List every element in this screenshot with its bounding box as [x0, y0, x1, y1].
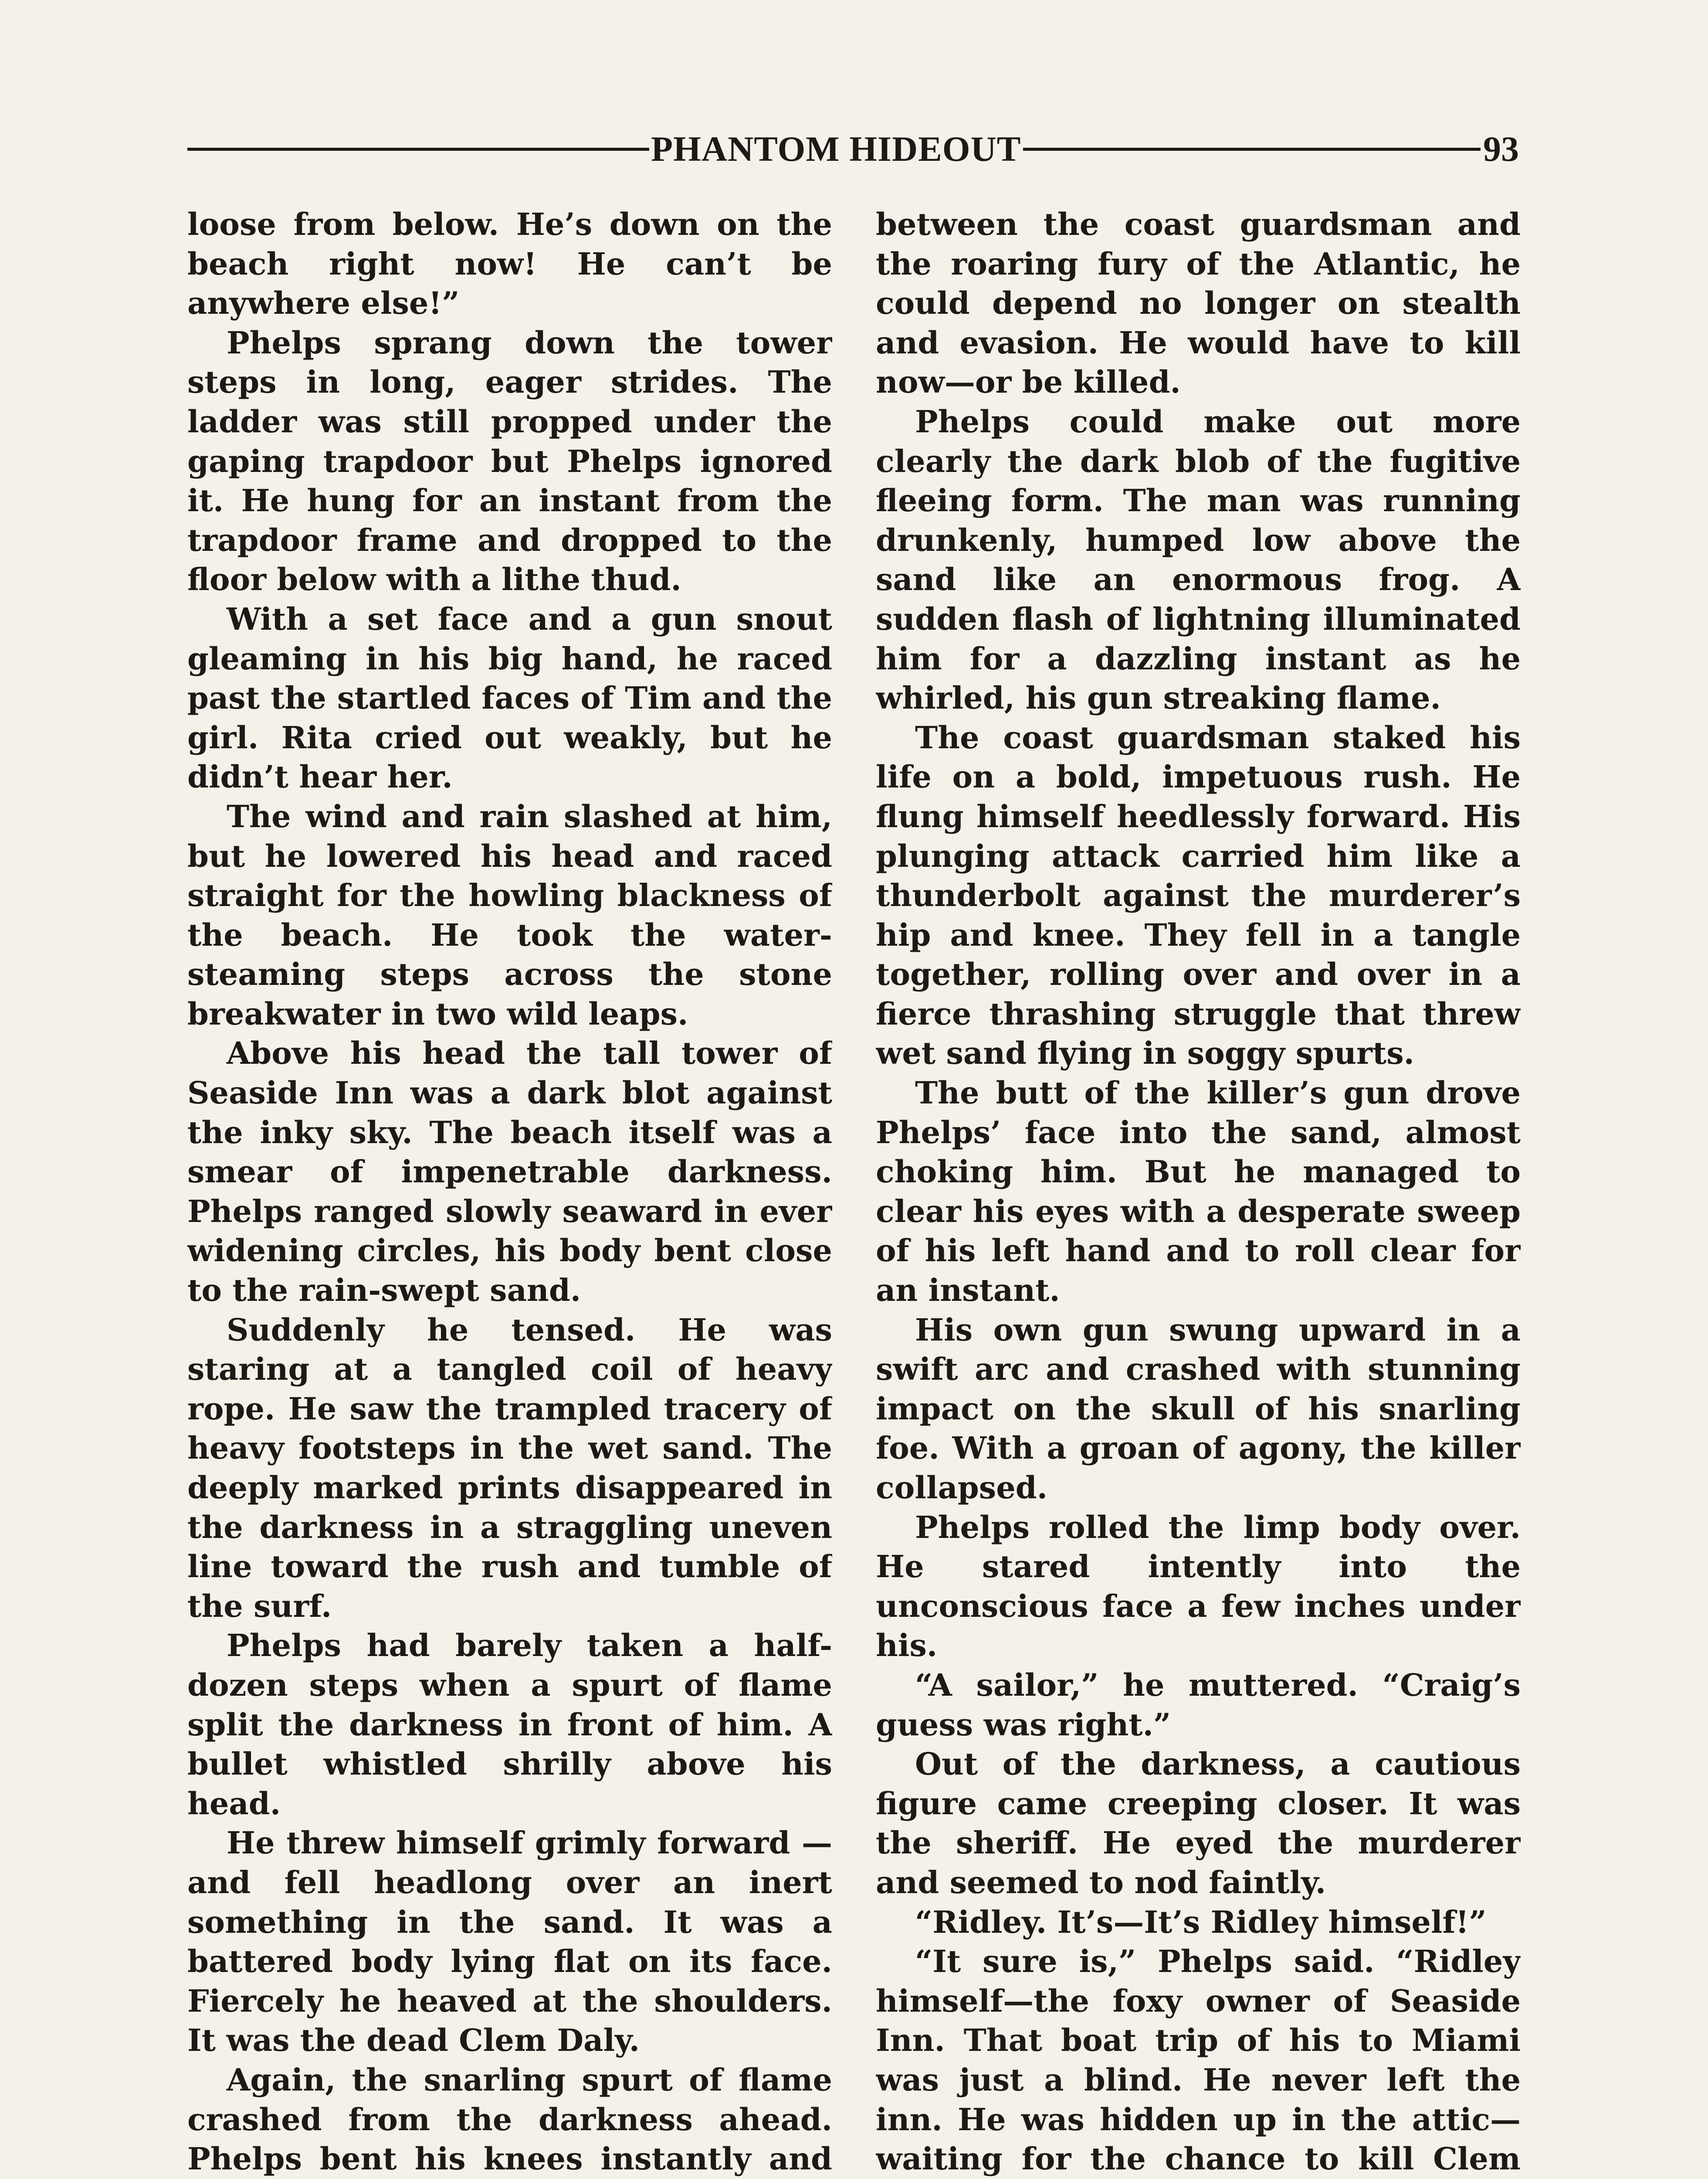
paragraph: “A sailor,” he muttered. “Craig’s guess was right.”	[876, 1666, 1521, 1743]
paragraph: loose from below. He’s down on the beach right now! He can’t be anywhere else!”	[187, 206, 832, 322]
paragraph: Phelps could make out more clearly the dark blob of the fugitive fleeing form. The man was running drunkenly, humped low above the sand like an enormous frog. A sudden flash of lightning illuminated him for a dazzling instant as he whirled, his gun streaking flame.	[876, 403, 1521, 716]
paragraph: “Ridley. It’s—It’s Ridley himself!”	[915, 1904, 1487, 1940]
paragraph: Phelps rolled the limp body over. He stared intently into the unconscious face a few inches under his.	[876, 1509, 1521, 1664]
paragraph: Above his head the tall tower of Seaside Inn was a dark blot against the inky sky. The beach itself was a smear of impenetrable darkness. Phelps ranged slowly seaward in ever widening circles, his body bent close to the rain-swept sand.	[187, 1035, 832, 1309]
paragraph: Phelps sprang down the tower steps in long, eager strides. The ladder was still propped under the gaping trapdoor but Phelps ignored it. He hung for an instant from the trapdoor frame and dropped to the floor below with a lithe thud.	[187, 324, 832, 598]
page-number: 93	[1483, 129, 1519, 169]
paragraph: between the coast guardsman and the roaring fury of the Atlantic, he could depend no longer on stealth and evasion. He would have to kill now—or be killed.	[876, 206, 1521, 401]
paragraph: Phelps had barely taken a half-dozen steps when a spurt of flame split the darkness in front of him. A bullet whistled shrilly above his head.	[187, 1627, 832, 1822]
paragraph: His own gun swung upward in a swift arc and crashed with stunning impact on the skull of his snarling foe. With a groan of agony, the killer collapsed.	[876, 1311, 1521, 1506]
header-rule-right	[1023, 148, 1481, 151]
paragraph: With a set face and a gun snout gleaming in his big hand, he raced past the startled faces of Tim and the girl. Rita cried out weakly, but he didn’t hear her.	[187, 601, 832, 795]
running-title: PHANTOM HIDEOUT	[651, 129, 1021, 169]
paragraph: The butt of the killer’s gun drove Phelps’ face into the sand, almost choking him. But he managed to clear his eyes with a desperate sweep of his left hand and to roll clear for an instant.	[876, 1075, 1521, 1309]
paragraph: Again, the snarling spurt of flame crashed from the darkness ahead. Phelps bent his knees instantly and	[187, 2061, 832, 2177]
paragraph: Suddenly he tensed. He was staring at a tangled coil of heavy rope. He saw the trampled tracery of heavy footsteps in the wet sand. The deeply marked prints disappeared in the darkness in a straggling uneven line toward the rush and tumble of the surf.	[187, 1311, 832, 1624]
paragraph: Out of the darkness, a cautious figure came creeping closer. It was the sheriff. He eyed the murderer and seemed to nod faintly.	[876, 1746, 1521, 1901]
paragraph: “It sure is,” Phelps said. “Ridley himself—the foxy owner of Seaside Inn. That boat trip of his to Miami was just a blind. He never left the inn. He was hidden up in the attic—waiting for the chance to kill Clem	[876, 1943, 1521, 2177]
paragraph: The wind and rain slashed at him, but he lowered his head and raced straight for the howling blackness of the beach. He took the water-steaming steps across the stone breakwater in two wild leaps.	[187, 798, 832, 1032]
running-header	[187, 123, 1519, 175]
right-column	[876, 205, 1521, 2179]
header-rule-left	[187, 148, 649, 151]
paragraph: The coast guardsman staked his life on a bold, impetuous rush. He flung himself heedlessly forward. His plunging attack carried him like a thunderbolt against the murderer’s hip and knee. They fell in a tangle together, rolling over and over in a fierce thrashing struggle that threw wet sand flying in soggy spurts.	[876, 719, 1521, 1072]
paragraph: He threw himself grimly forward —and fell headlong over an inert something in the sand. It was a battered body lying flat on its face. Fiercely he heaved at the shoulders. It was the dead Clem Daly.	[187, 1825, 832, 2059]
left-column	[187, 205, 832, 2179]
